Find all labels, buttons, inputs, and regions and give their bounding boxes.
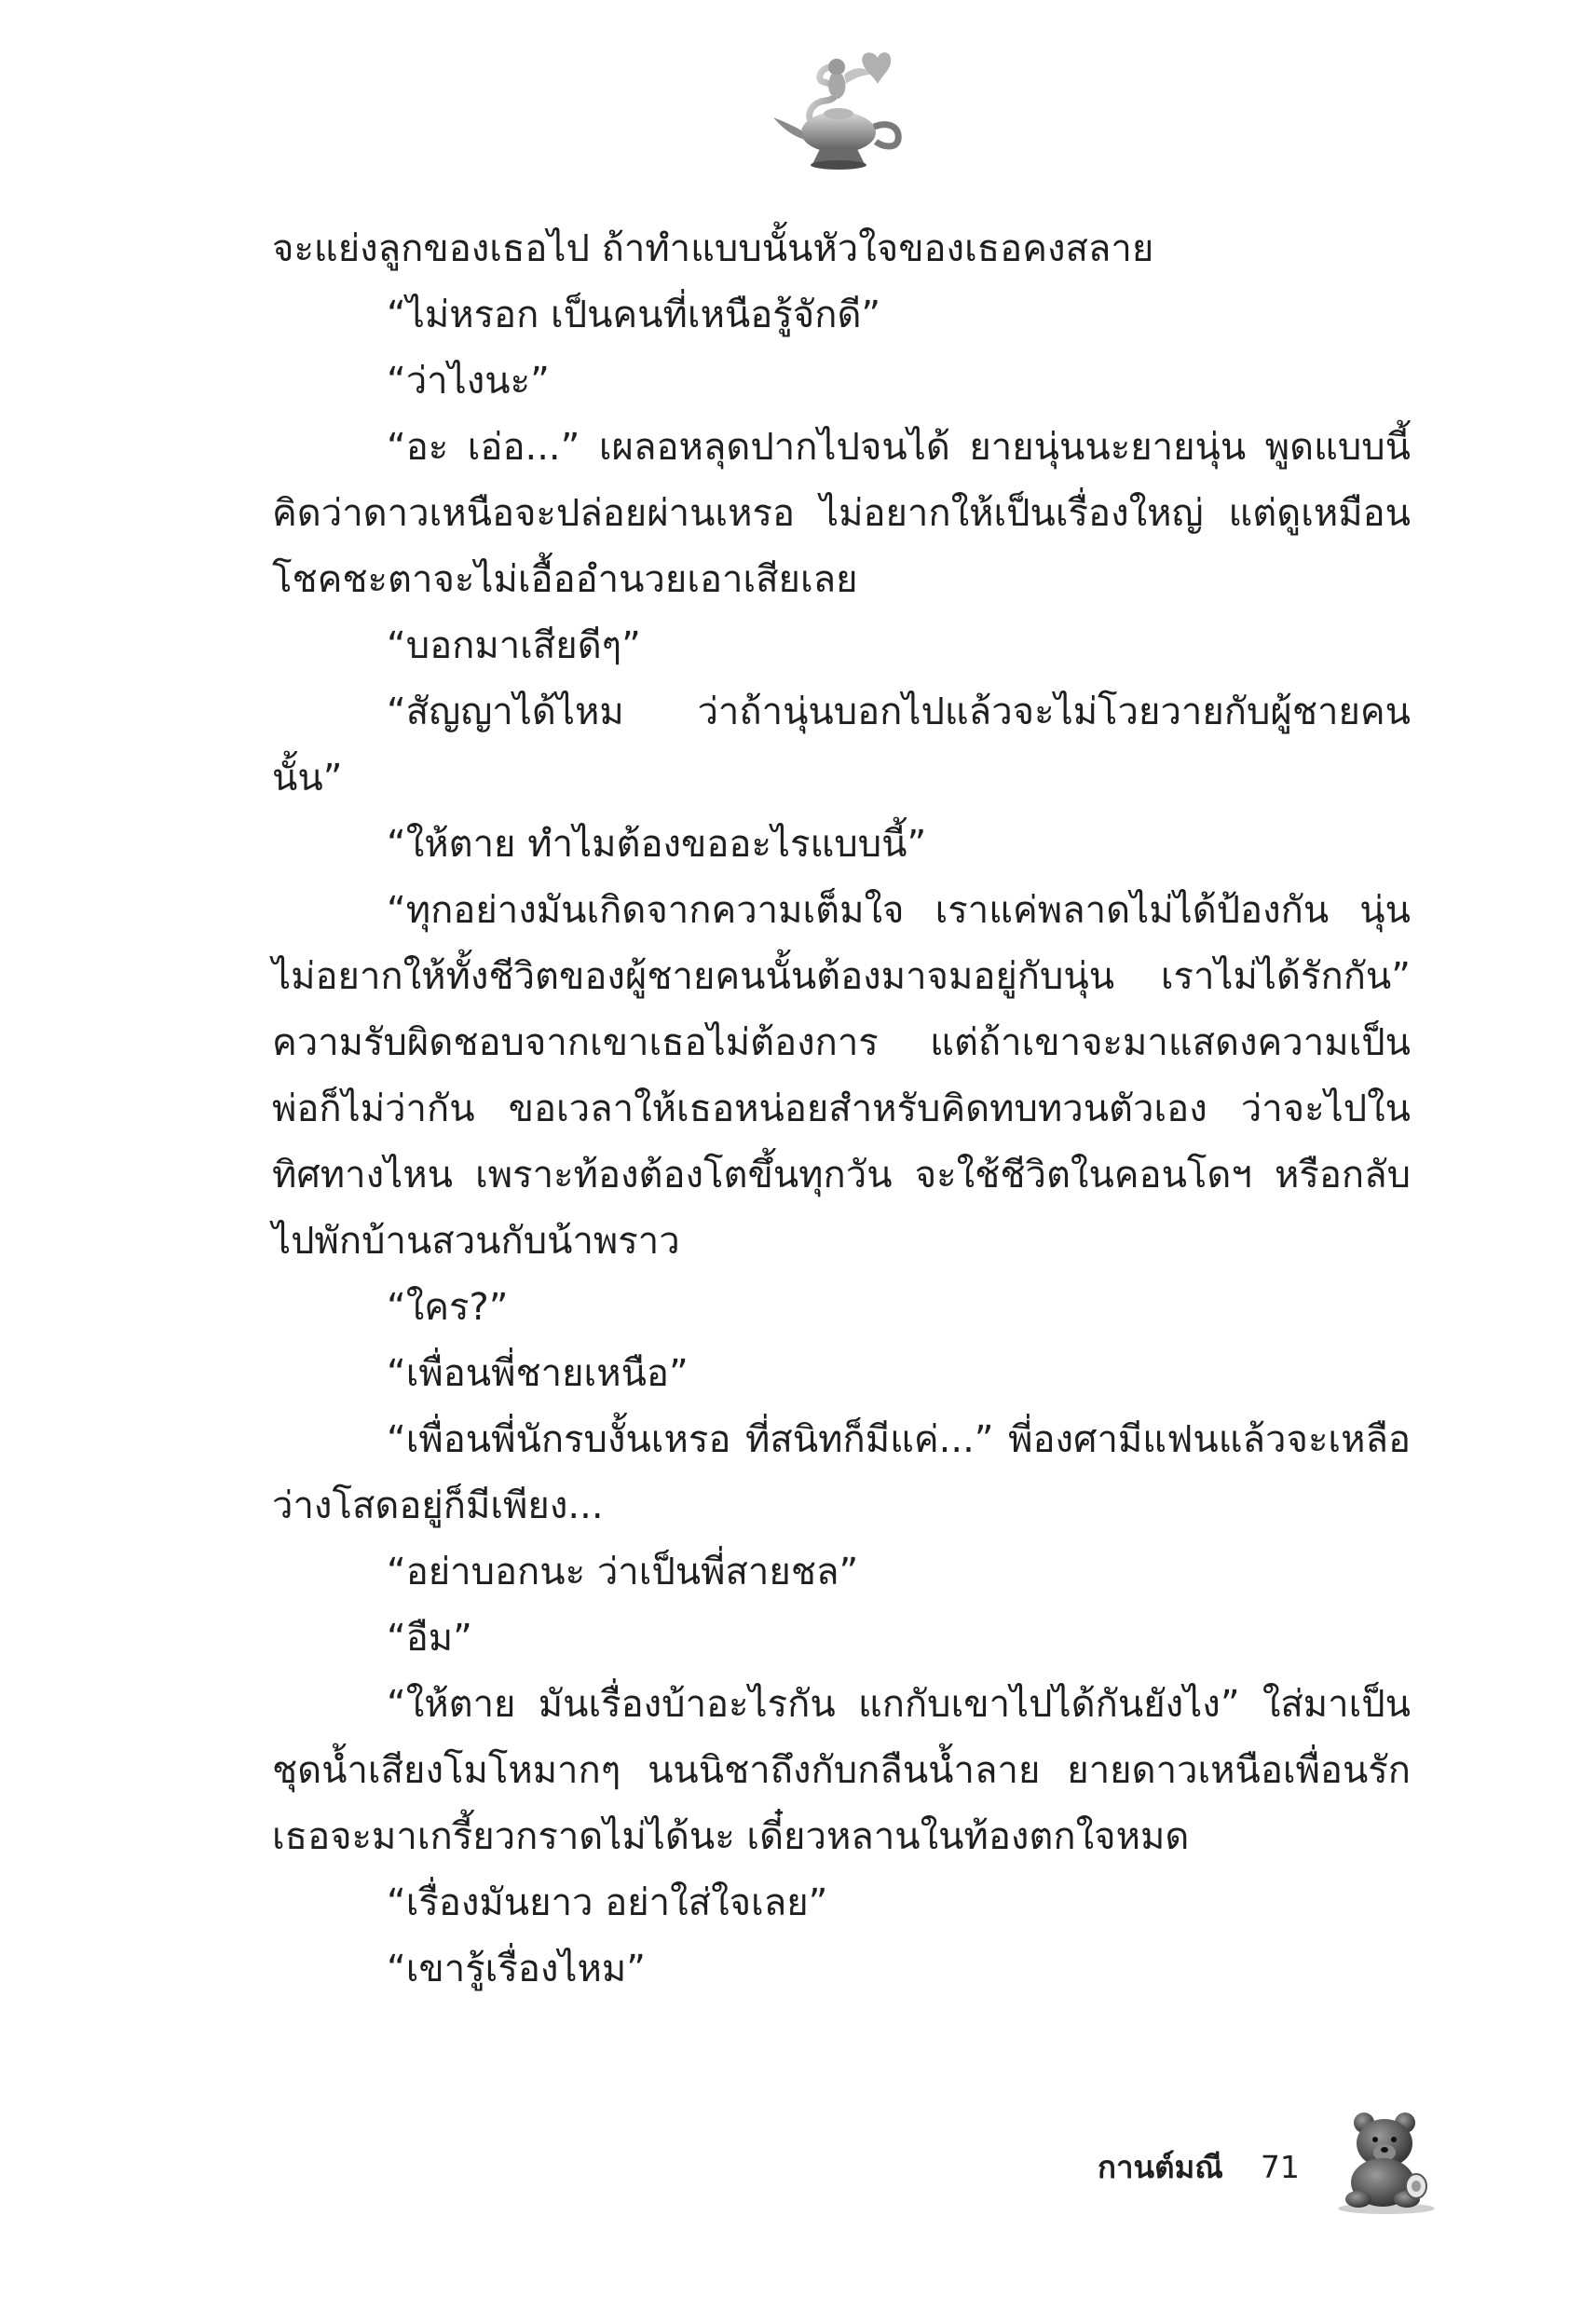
paragraph: “เขารู้เรื่องไหม” [387,1948,646,1990]
paragraph: “เรื่องมันยาว อย่าใส่ใจเลย” [387,1881,828,1924]
paragraph: “ไม่หรอก เป็นคนที่เหนือรู้จักดี” [387,294,881,336]
story-text [272,216,1411,2003]
paragraph: “ให้ตาย มันเรื่องบ้าอะไรกัน แกกับเขาไปได้กันยังไง” ใส่มาเป็นชุดน้ำเสียงโมโหมากๆ นนนิชาถึงกับกลืนน้ำลาย ยายดาวเหนือเพื่อนรักเธอจะมาเกรี้ยวกราดไม่ได้นะ เดี๋ยวหลานในท้องตกใจหมด [272,1683,1411,1858]
paragraph: “ให้ตาย ทำไมต้องขออะไรแบบนี้” [387,823,927,866]
page-footer [1098,2129,1300,2204]
paragraph: “บอกมาเสียดีๆ” [387,624,641,667]
paragraph: “อย่าบอกนะ ว่าเป็นพี่สายชล” [387,1551,859,1593]
paragraph: “ว่าไงนะ” [387,360,550,403]
paragraph: “ทุกอย่างมันเกิดจากความเต็มใจ เราแค่พลาดไม่ได้ป้องกัน นุ่นไม่อยากให้ทั้งชีวิตของผู้ชายคนนั้นต้องมาจมอยู่กับนุ่น เราไม่ได้รักกัน” ความรับผิดชอบจากเขาเธอไม่ต้องการ แต่ถ้าเขาจะมาแสดงความเป็นพ่อก็ไม่ว่ากัน ขอเวลาให้เธอหน่อยสำหรับคิดทบทวนตัวเอง ว่าจะไปในทิศทางไหน เพราะท้องต้องโตขึ้นทุกวัน จะใช้ชีวิตในคอนโดฯ หรือกลับไปพักบ้านสวนกับน้าพราว [272,889,1411,1263]
paragraph: “เพื่อนพี่นักรบงั้นเหรอ ที่สนิทก็มีแค่...” พี่องศามีแฟนแล้วจะเหลือว่างโสดอยู่ก็มีเพียง... [272,1418,1411,1527]
paragraph: “เพื่อนพี่ชายเหนือ” [387,1352,689,1395]
paragraph: “ใคร?” [387,1286,509,1329]
paragraph: “อะ เอ่อ...” เผลอหลุดปากไปจนได้ ยายนุ่นนะยายนุ่น พูดแบบนี้คิดว่าดาวเหนือจะปล่อยผ่านเหรอ ไม่อยากให้เป็นเรื่องใหญ่ แต่ดูเหมือนโชคชะตาจะไม่เอื้ออำนวยเอาเสียเลย [272,426,1411,601]
paragraph: “อืม” [387,1617,472,1660]
paragraph: “สัญญาได้ไหม ว่าถ้านุ่นบอกไปแล้วจะไม่โวยวายกับผู้ชายคนนั้น” [272,691,1411,800]
page-number: 71 [1260,2148,1300,2185]
teddy-bear-icon [1330,2108,1442,2215]
genie-lamp-cupid-icon [764,47,913,172]
paragraph: จะแย่งลูกของเธอไป ถ้าทำแบบนั้นหัวใจของเธอคงสลาย [272,227,1154,270]
book-title: กานต์มณี [1098,2148,1223,2185]
